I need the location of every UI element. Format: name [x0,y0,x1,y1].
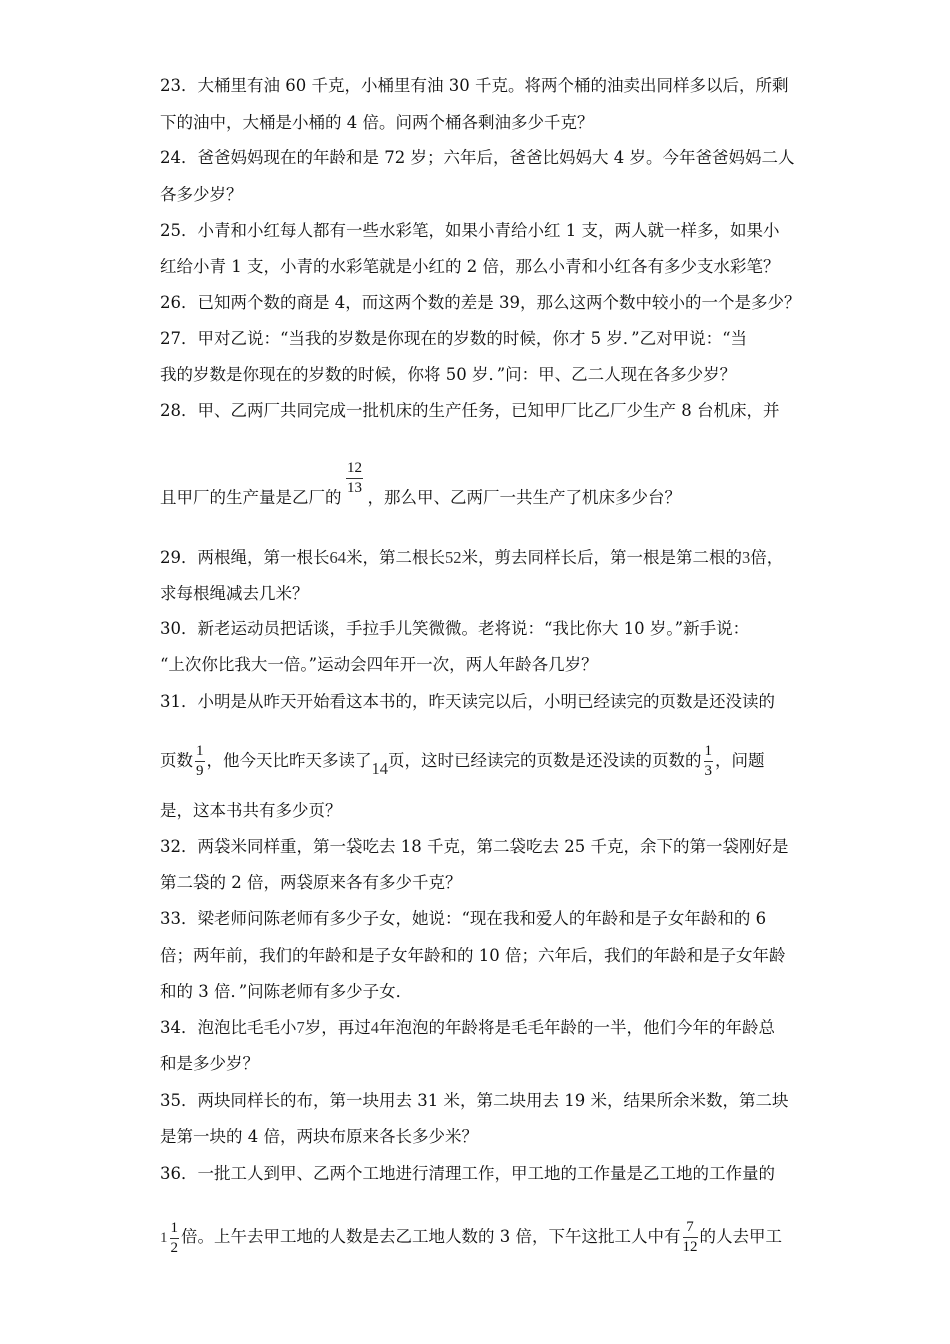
value-52: 52 [445,548,462,567]
problem-34-line-2: 和是多少岁？ [160,1054,259,1073]
problem-31-line-2 [160,739,765,783]
problem-32-line-1: 32．两袋米同样重，第一袋吃去 18 千克，第二袋吃去 25 千克，余下的第一袋刚好是 [160,837,789,856]
value-14: 14 [371,759,388,778]
problem-30-line-1: 30．新老运动员把话谈，手拉手儿笑微微。老将说：“我比你大 10 岁。”新手说： [160,619,750,638]
problem-36-line-1: 36．一批工人到甲、乙两个工地进行清理工作，甲工地的工作量是乙工地的工作量的 [160,1164,775,1183]
problem-33-line-2: 倍；两年前，我们的年龄和是子女年龄和的 10 倍；六年后，我们的年龄和是子女年龄 [160,946,786,965]
problem-33-line-1: 33．梁老师问陈老师有多少子女，她说：“现在我和爱人的年龄和是子女年龄和的 6 [160,909,767,928]
problem-31-text-d: ，问题 [715,751,765,770]
fraction-denominator: 9 [196,763,204,779]
problem-28-text-a: 且甲厂的生产量是乙厂的 [160,488,342,507]
fraction-denominator: 13 [347,480,362,496]
fraction-1-9 [195,744,205,779]
problem-34-text-a: 34．泡泡比毛毛小 [160,1018,297,1037]
problem-34-text-b: 岁，再过 [304,1018,371,1037]
problem-24-line-2: 各多少岁？ [160,185,243,204]
problem-36-text-a: 倍。上午去甲工地的人数是去乙工地人数的 3 倍，下午这批工人中有 [181,1227,681,1246]
fraction-numerator: 1 [195,744,205,762]
value-7: 7 [296,1018,305,1037]
fraction-12-13 [346,461,363,496]
value-4: 4 [370,1018,379,1037]
problem-34-line-1 [160,1016,775,1040]
fraction-numerator: 1 [704,744,714,762]
problem-34-text-c: 年泡泡的年龄将是毛毛年龄的一半，他们今年的年龄总 [379,1018,775,1037]
problem-29-line-2: 求每根绳减去几米？ [160,584,309,603]
problem-31-text-b: ，他今天比昨天多读了 [206,751,372,770]
problem-29-text-d: 倍， [750,548,784,567]
problem-29-text-a: 29．两根绳，第一根长 [160,548,330,567]
problem-36-line-2 [160,1215,782,1260]
problem-29-text-c: 米，剪去同样长后，第一根是第二根的 [461,548,742,567]
problem-35-line-2: 是第一块的 4 倍，两块布原来各长多少米？ [160,1127,478,1146]
problem-33-line-3: 和的 3 倍．”问陈老师有多少子女． [160,982,413,1001]
problem-27-line-1: 27．甲对乙说：“当我的岁数是你现在的岁数的时候，你才 5 岁．”乙对甲说：“当 [160,329,748,348]
fraction-7-12 [683,1220,698,1255]
problem-30-line-2: “上次你比我大一倍。”运动会四年开一次，两人年龄各几岁？ [160,655,598,674]
fraction-denominator: 3 [704,763,712,779]
mixed-number-whole: 1 [160,1230,168,1246]
problem-31-text-a: 页数 [160,751,193,770]
value-64: 64 [329,548,346,567]
problem-25-line-1: 25．小青和小红每人都有一些水彩笔，如果小青给小红 1 支，两人就一样多，如果小 [160,221,780,240]
problem-32-line-2: 第二袋的 2 倍，两袋原来各有多少千克？ [160,873,462,892]
problem-23-line-2: 下的油中，大桶是小桶的 4 倍。问两个桶各剩油多少千克？ [160,113,594,132]
fraction-numerator: 1 [170,1221,180,1239]
problem-28-line-1: 28．甲、乙两厂共同完成一批机床的生产任务，已知甲厂比乙厂少生产 8 台机床，并 [160,401,780,420]
fraction-numerator: 12 [346,461,363,479]
fraction-1-2 [170,1221,180,1256]
problem-35-line-1: 35．两块同样长的布，第一块用去 31 米，第二块用去 19 米，结果所余米数，第二块 [160,1091,789,1110]
problem-29-text-b: 米，第二根长 [346,548,445,567]
problem-28-line-2 [160,486,681,510]
problem-23-line-1: 23．大桶里有油 60 千克，小桶里有油 30 千克。将两个桶的油卖出同样多以后，所剩 [160,76,789,95]
fraction-1-3 [704,744,714,779]
problem-36-text-b: 的人去甲工 [699,1227,782,1246]
fraction-denominator: 12 [682,1239,698,1255]
problem-29-line-1 [160,546,783,570]
problem-27-line-2: 我的岁数是你现在的岁数的时候，你将 50 岁．”问：甲、乙二人现在各多少岁？ [160,365,737,384]
mixed-number-1-1-2 [160,1216,181,1260]
problem-28-text-b: ，那么甲、乙两厂一共生产了机床多少台？ [367,488,681,507]
problem-31-line-3: 是，这本书共有多少页？ [160,801,342,820]
problem-31-line-1: 31．小明是从昨天开始看这本书的，昨天读完以后，小明已经读完的页数是还没读的 [160,692,775,711]
fraction-denominator: 2 [170,1239,178,1256]
problem-31-text-c: 页，这时已经读完的页数是还没读的页数的 [388,751,702,770]
problem-24-line-1: 24．爸爸妈妈现在的年龄和是 72 岁；六年后，爸爸比妈妈大 4 岁。今年爸爸妈妈二人 [160,148,795,167]
fraction-numerator: 7 [683,1220,698,1238]
problem-25-line-2: 红给小青 1 支，小青的水彩笔就是小红的 2 倍，那么小青和小红各有多少支水彩笔？ [160,257,780,276]
value-3: 3 [742,548,751,567]
problem-26-line-1: 26．已知两个数的商是 4，而这两个数的差是 39，那么这两个数中较小的一个是多少？ [160,293,801,312]
